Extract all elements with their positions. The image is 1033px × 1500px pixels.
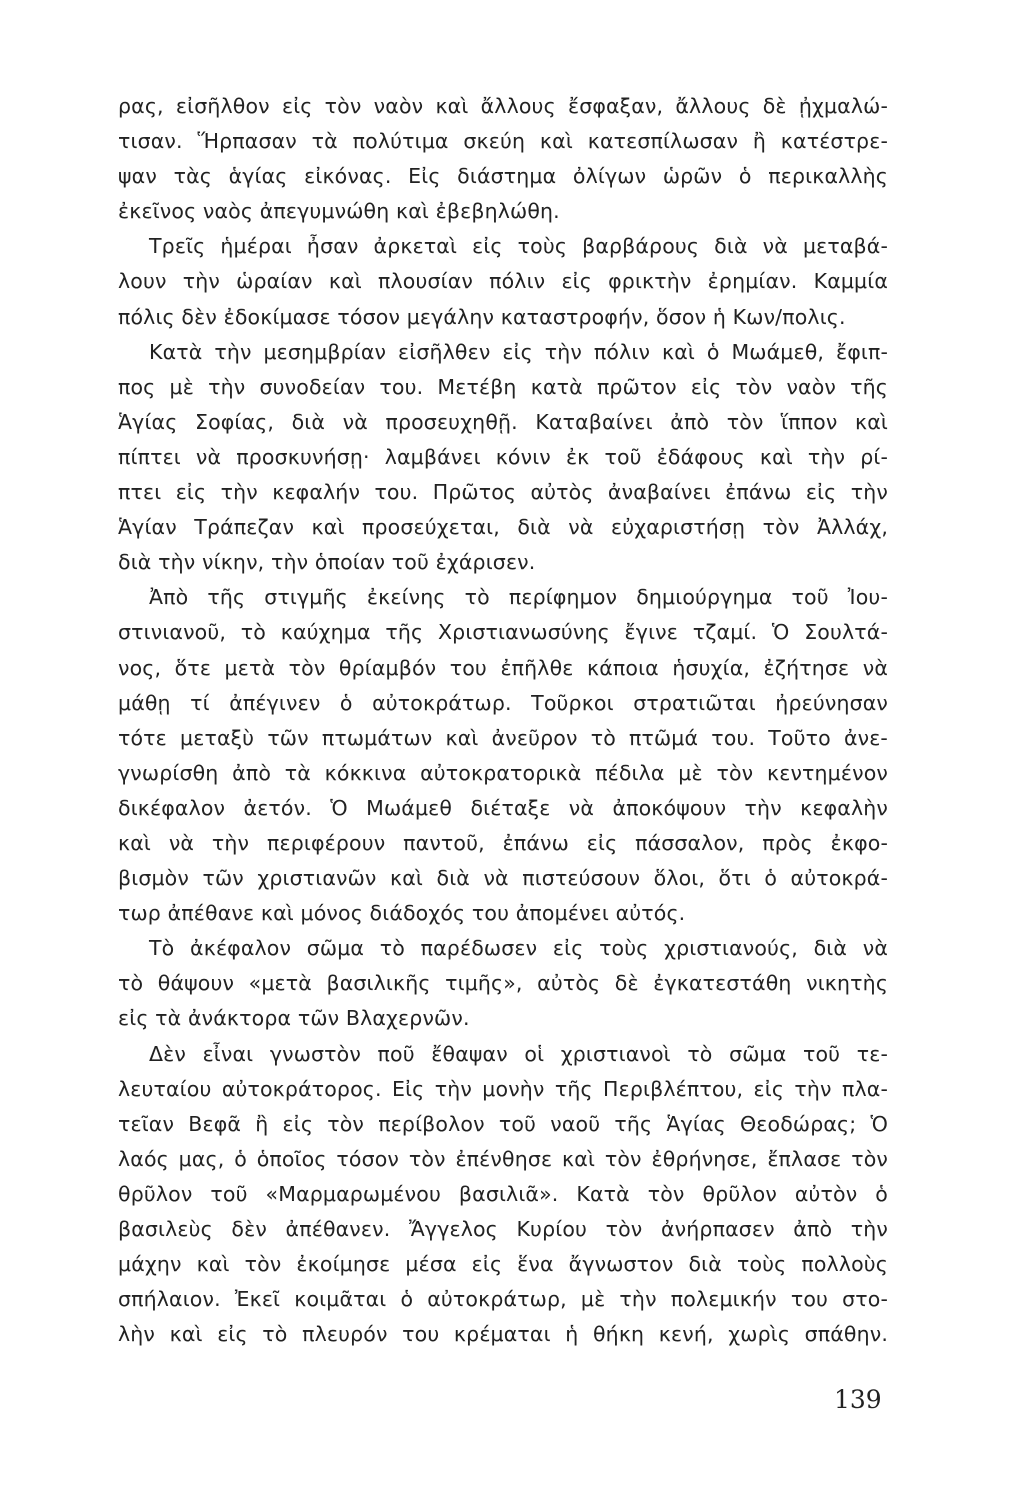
text-line: μάχην καὶ τὸν ἐκοίμησε μέσα εἰς ἕνα ἄγνωστον διὰ τοὺς πολλοὺς [118,1252,888,1277]
text-line: ρας, εἰσῆλθον εἰς τὸν ναὸν καὶ ἄλλους ἔσφαξαν, ἄλλους δὲ ᾐχμαλώ- [118,94,888,118]
text-line: τωρ ἀπέθανε καὶ μόνος διάδοχός του ἀπομένει αὐτός. [118,901,686,926]
text-line: Ἁγίας Σοφίας, διὰ νὰ προσευχηθῇ. Καταβαίνει ἀπὸ τὸν ἵππον καὶ [118,409,888,434]
text-line: λὴν καὶ εἰς τὸ πλευρόν του κρέμαται ἡ θήκη κενή, χωρὶς σπάθην. [118,1322,888,1347]
text-line: ἐκεῖνος ναὸς ἀπεγυμνώθη καὶ ἐβεβηλώθη. [118,199,560,224]
text-line: νος, ὅτε μετὰ τὸν θρίαμβόν του ἐπῆλθε κάποια ἡσυχία, ἐζήτησε νὰ [118,655,888,680]
text-line: πόλις δὲν ἐδοκίμασε τόσον μεγάλην καταστροφήν, ὅσον ἡ Κων/πολις. [118,304,846,329]
text-line: Τρεῖς ἡμέραι ἦσαν ἀρκεταὶ εἰς τοὺς βαρβάρους διὰ νὰ μεταβά- [149,234,888,259]
text-line: λαός μας, ὁ ὁποῖος τόσον τὸν ἐπένθησε καὶ τὸν ἐθρήνησε, ἔπλασε τὸν [118,1146,888,1171]
text-line: στινιανοῦ, τὸ καύχημα τῆς Χριστιανωσύνης ἔγινε τζαμί. Ὁ Σουλτά- [118,620,888,645]
text-line: γνωρίσθη ἀπὸ τὰ κόκκινα αὐτοκρατορικὰ πέδιλα μὲ τὸν κεντημένον [118,760,888,785]
text-line: Δὲν εἶναι γνωστὸν ποῦ ἔθαψαν οἱ χριστιανοὶ τὸ σῶμα τοῦ τε- [149,1041,888,1066]
text-line: Τὸ ἀκέφαλον σῶμα τὸ παρέδωσεν εἰς τοὺς χριστιανούς, διὰ νὰ [149,936,888,961]
text-line: θρῦλον τοῦ «Μαρμαρωμένου βασιλιᾶ». Κατὰ τὸν θρῦλον αὐτὸν ὁ [118,1181,888,1206]
text-line: διὰ τὴν νίκην, τὴν ὁποίαν τοῦ ἐχάρισεν. [118,550,536,575]
text-line: πίπτει νὰ προσκυνήσῃ· λαμβάνει κόνιν ἐκ τοῦ ἐδάφους καὶ τὴν ρί- [118,444,888,469]
body-text [118,89,888,1352]
text-line: τότε μεταξὺ τῶν πτωμάτων καὶ ἀνεῦρον τὸ πτῶμά του. Τοῦτο ἀνε- [118,725,888,750]
page-number: 139 [834,1385,882,1414]
text-line: τεῖαν Βεφᾶ ἢ εἰς τὸν περίβολον τοῦ ναοῦ τῆς Ἁγίας Θεοδώρας; Ὁ [118,1111,888,1136]
text-line: εἰς τὰ ἀνάκτορα τῶν Βλαχερνῶν. [118,1006,470,1031]
text-line: Ἀπὸ τῆς στιγμῆς ἐκείνης τὸ περίφημον δημιούργημα τοῦ Ἰου- [149,585,888,610]
text-line: δικέφαλον ἀετόν. Ὁ Μωάμεθ διέταξε νὰ ἀποκόψουν τὴν κεφαλὴν [118,795,888,820]
text-line: λουν τὴν ὡραίαν καὶ πλουσίαν πόλιν εἰς φρικτὴν ἐρημίαν. Καμμία [118,269,888,294]
text-line: Κατὰ τὴν μεσημβρίαν εἰσῆλθεν εἰς τὴν πόλιν καὶ ὁ Μωάμεθ, ἔφιπ- [149,339,888,364]
text-line: τισαν. Ἥρπασαν τὰ πολύτιμα σκεύη καὶ κατεσπίλωσαν ἢ κατέστρε- [118,129,888,154]
text-line: ψαν τὰς ἁγίας εἰκόνας. Εἰς διάστημα ὀλίγων ὡρῶν ὁ περικαλλὴς [118,164,888,189]
text-line: βισμὸν τῶν χριστιανῶν καὶ διὰ νὰ πιστεύσουν ὅλοι, ὅτι ὁ αὐτοκρά- [118,866,888,891]
text-line: λευταίου αὐτοκράτορος. Εἰς τὴν μονὴν τῆς Περιβλέπτου, εἰς τὴν πλα- [118,1076,888,1101]
text-line: σπήλαιον. Ἐκεῖ κοιμᾶται ὁ αὐτοκράτωρ, μὲ τὴν πολεμικήν του στο- [118,1287,888,1312]
text-line: μάθῃ τί ἀπέγινεν ὁ αὐτοκράτωρ. Τοῦρκοι στρατιῶται ἠρεύνησαν [118,690,888,715]
text-line: καὶ νὰ τὴν περιφέρουν παντοῦ, ἐπάνω εἰς πάσσαλον, πρὸς ἐκφο- [118,830,888,855]
text-line: Ἁγίαν Τράπεζαν καὶ προσεύχεται, διὰ νὰ εὐχαριστήσῃ τὸν Ἀλλάχ, [118,515,888,540]
text-line: τὸ θάψουν «μετὰ βασιλικῆς τιμῆς», αὐτὸς δὲ ἐγκατεστάθη νικητὴς [118,971,888,996]
text-line: πος μὲ τὴν συνοδείαν του. Μετέβη κατὰ πρῶτον εἰς τὸν ναὸν τῆς [118,374,888,399]
text-line: πτει εἰς τὴν κεφαλήν του. Πρῶτος αὐτὸς ἀναβαίνει ἐπάνω εἰς τὴν [118,480,888,505]
text-line: βασιλεὺς δὲν ἀπέθανεν. Ἄγγελος Κυρίου τὸν ἀνήρπασεν ἀπὸ τὴν [118,1217,888,1241]
